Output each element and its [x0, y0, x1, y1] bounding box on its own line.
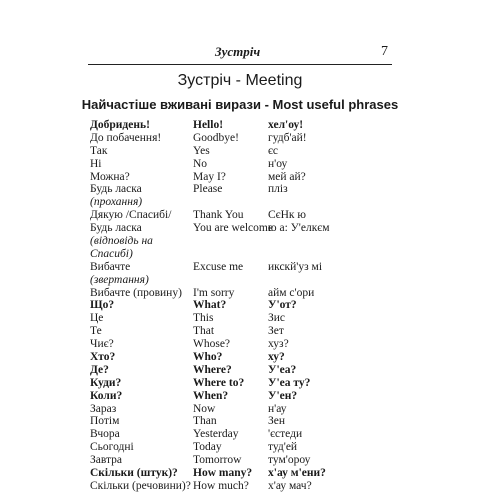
ukrainian-phrase: Що? [90, 299, 115, 312]
ukrainian-phrase: Сьогодні [90, 441, 134, 454]
ukrainian-phrase: Спасибі) [90, 247, 133, 260]
english-phrase: You are welcome [193, 222, 273, 235]
transcription: туд'ей [268, 441, 298, 454]
transcription: У'еа ту? [268, 376, 311, 389]
transcription: єс [268, 144, 279, 157]
english-phrase: Yesterday [193, 428, 239, 441]
transcription: Зис [268, 312, 286, 325]
transcription: хел'оу! [268, 119, 304, 131]
transcription: н'ау [268, 402, 287, 415]
english-phrase: How much? [193, 479, 249, 492]
english-phrase: No [193, 157, 208, 170]
english-phrase: Now [193, 402, 216, 415]
english-phrase: Yes [193, 144, 210, 157]
ukrainian-phrase: Завтра [90, 454, 123, 467]
english-phrase: Whose? [193, 338, 231, 351]
transcription: мей ай? [268, 170, 306, 183]
transcription: икскй'уз мі [268, 260, 323, 273]
ukrainian-phrase: Те [90, 325, 102, 338]
ukrainian-phrase: Вибачте [90, 260, 131, 273]
ukrainian-phrase: Ні [90, 157, 102, 170]
ukrainian-phrase: (відповідь на [90, 235, 153, 248]
transcription: ху? [268, 351, 285, 364]
ukrainian-phrase: Коли? [90, 389, 123, 402]
ukrainian-phrase: Скільки (штук)? [90, 467, 178, 480]
transcription: СєНк ю [268, 209, 306, 222]
page-number: 7 [381, 44, 388, 59]
english-phrase: Today [193, 441, 222, 454]
english-phrase: This [193, 312, 214, 325]
english-phrase: Excuse me [193, 260, 244, 273]
english-phrase: I'm sorry [193, 286, 235, 299]
english-phrase: When? [193, 389, 229, 402]
ukrainian-phrase: Де? [90, 363, 109, 376]
english-phrase: Who? [193, 351, 223, 364]
transcription: Зет [268, 325, 284, 338]
ukrainian-phrase: (прохання) [90, 196, 143, 209]
ukrainian-phrase: До побачення! [90, 131, 162, 144]
ukrainian-phrase: Чиє? [90, 338, 114, 351]
transcription: Зен [268, 415, 286, 428]
english-phrase: Please [193, 183, 223, 196]
ukrainian-phrase: (звертання) [90, 273, 149, 286]
transcription: пліз [268, 183, 288, 196]
transcription: х'ау м'ени? [268, 467, 326, 480]
chapter-title: Зустріч - Meeting [177, 72, 303, 89]
running-title: Зустріч [215, 44, 261, 59]
header-rule [88, 64, 392, 65]
english-phrase: How many? [193, 467, 253, 480]
ukrainian-phrase: Куди? [90, 376, 122, 389]
transcription: 'єстеди [268, 428, 303, 441]
ukrainian-phrase: Можна? [90, 170, 130, 183]
ukrainian-phrase: Так [90, 144, 108, 157]
ukrainian-phrase: Будь ласка [90, 183, 142, 196]
transcription: гудб'ай! [268, 131, 307, 144]
english-phrase: Tomorrow [193, 454, 242, 467]
transcription: х'ау мач? [268, 479, 312, 492]
ukrainian-phrase: Потім [90, 415, 120, 428]
ukrainian-phrase: Дякую /Спасибі/ [90, 209, 172, 222]
english-phrase: Than [193, 415, 217, 428]
english-phrase: Goodbye! [193, 131, 239, 144]
transcription: айм с'ори [268, 286, 315, 299]
transcription: У'от? [268, 299, 297, 312]
ukrainian-phrase: Будь ласка [90, 222, 142, 235]
section-title: Найчастіше вживані вирази - Most useful phrases [81, 97, 399, 112]
ukrainian-phrase: Добридень! [90, 119, 150, 131]
transcription: ю а: У'елкєм [268, 222, 330, 235]
transcription: тум'ороу [268, 454, 311, 467]
transcription: н'оу [268, 157, 288, 170]
ukrainian-phrase: Вчора [90, 428, 120, 441]
ukrainian-phrase: Це [90, 312, 104, 325]
english-phrase: What? [193, 299, 227, 312]
ukrainian-phrase: Вибачте (провину) [90, 286, 182, 299]
english-phrase: Hello! [193, 119, 224, 131]
transcription: У'еа? [268, 363, 297, 376]
transcription: У'ен? [268, 389, 298, 402]
english-phrase: Thank You [193, 209, 244, 222]
english-phrase: Where? [193, 363, 232, 376]
ukrainian-phrase: Зараз [90, 402, 117, 415]
ukrainian-phrase: Хто? [90, 351, 116, 364]
english-phrase: May I? [193, 170, 226, 183]
english-phrase: Where to? [193, 376, 245, 389]
english-phrase: That [193, 325, 215, 338]
ukrainian-phrase: Скільки (речовини)? [90, 479, 191, 492]
transcription: хуз? [268, 338, 289, 351]
